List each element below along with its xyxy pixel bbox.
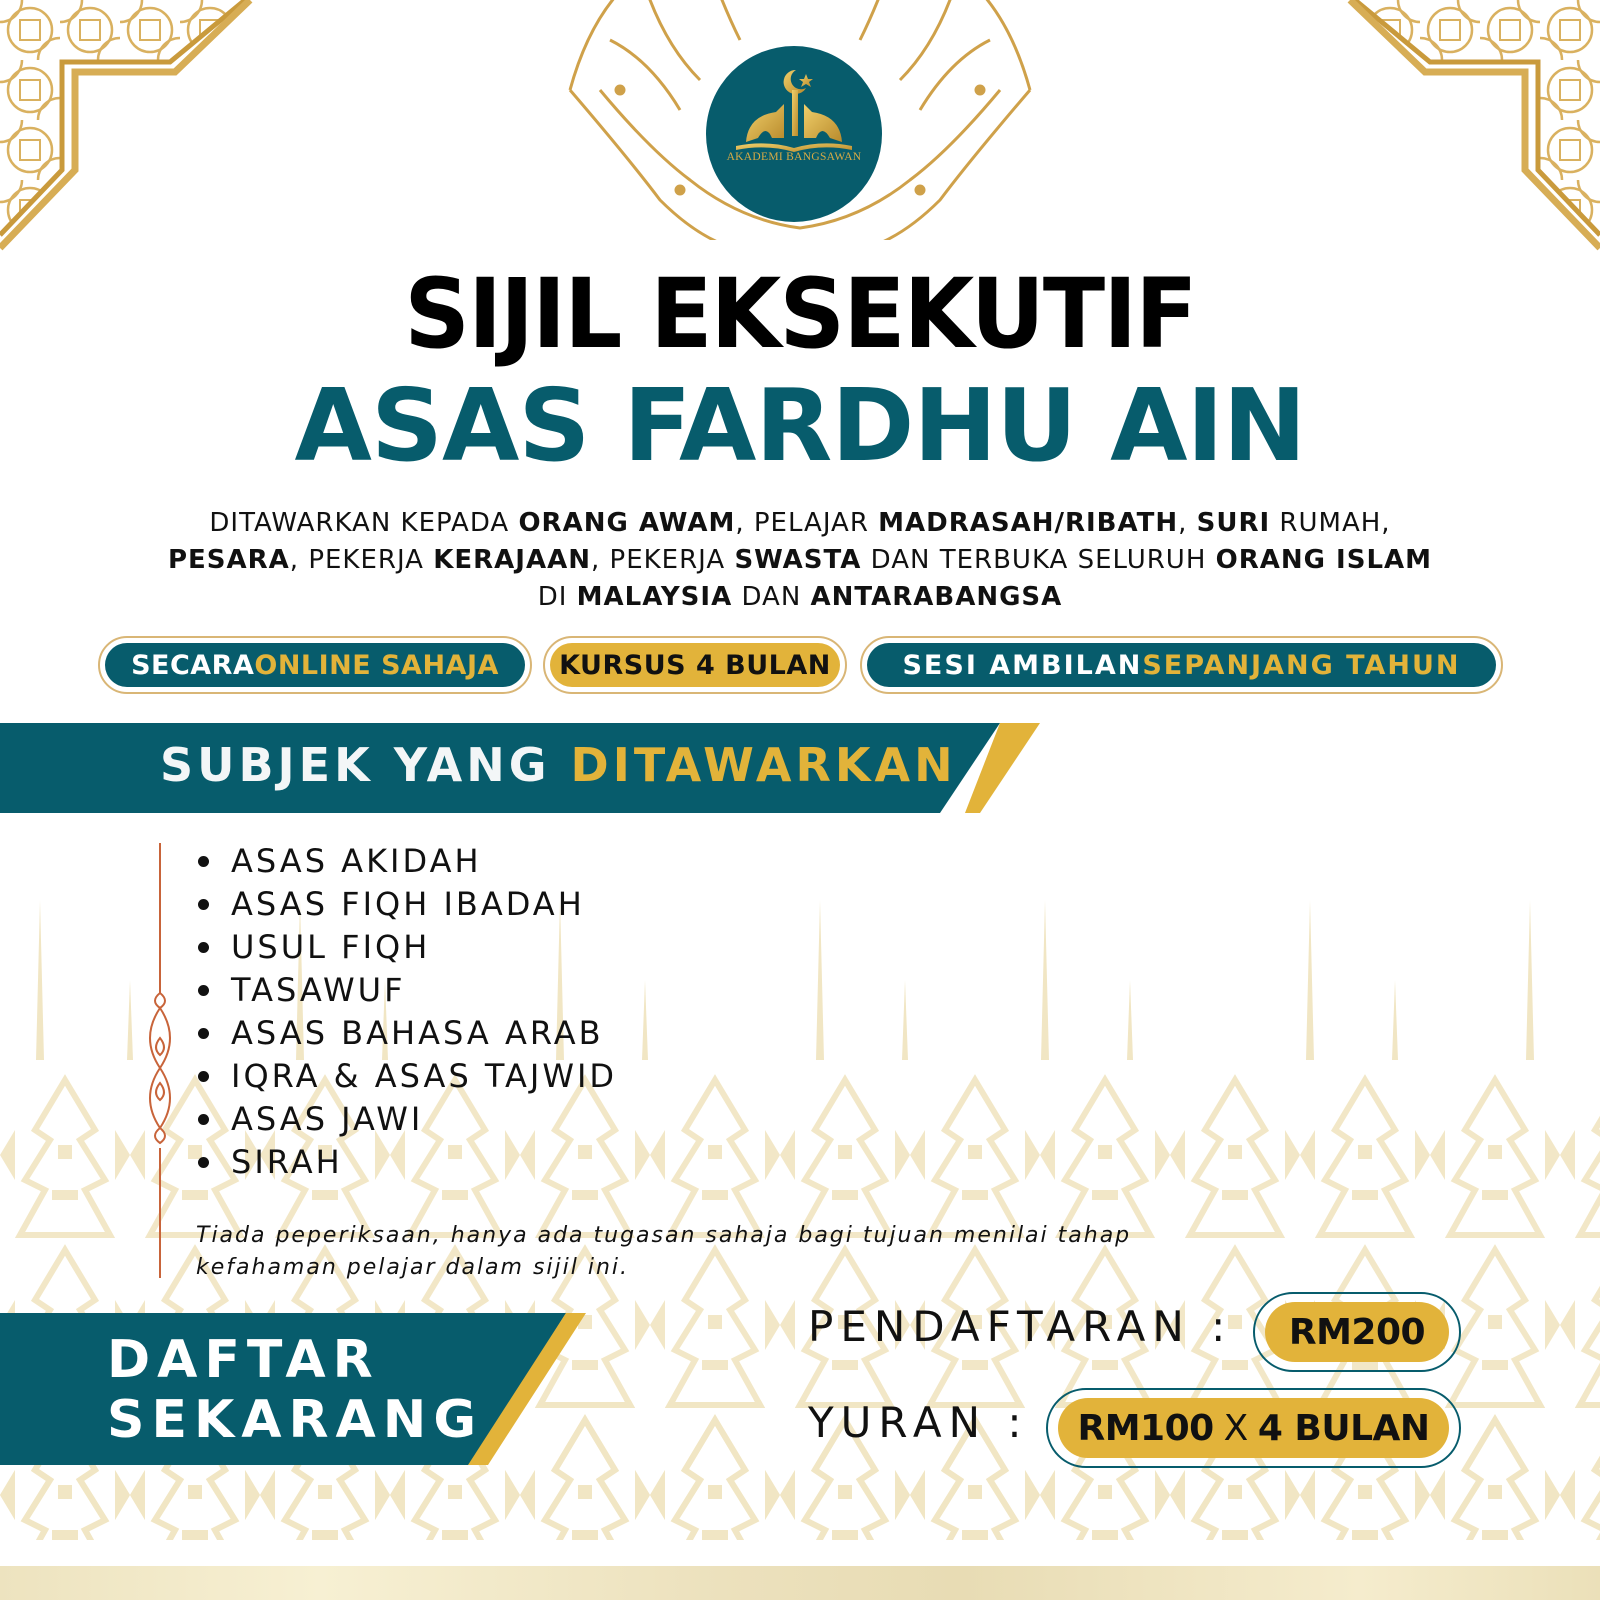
- registration-fee-value: RM200: [1288, 1311, 1426, 1353]
- list-item: [190, 1141, 617, 1184]
- badge-intake: [860, 636, 1503, 694]
- subject-label: USUL FIQH: [231, 928, 431, 966]
- subjects-heading: [160, 735, 957, 795]
- assessment-note: Tiada peperiksaan, hanya ada tugasan sahaja bagi tujuan menilai tahap kefahaman pelajar dalam sijil ini.: [196, 1223, 1132, 1280]
- register-now-text[interactable]: [107, 1330, 483, 1450]
- tuition-amount: RM100: [1077, 1407, 1214, 1449]
- heading-highlight: DITAWARKAN: [570, 738, 957, 792]
- cta-line-2: SEKARANG: [107, 1390, 483, 1450]
- bullet-icon: [198, 1114, 209, 1125]
- desc-bold: MALAYSIA: [576, 582, 733, 612]
- subject-label: ASAS FIQH IBADAH: [231, 885, 585, 923]
- desc-text: DI: [537, 582, 577, 612]
- corner-ornament-right: [1300, 0, 1600, 260]
- badge-text: SECARA: [131, 649, 255, 681]
- list-item: [190, 926, 617, 969]
- heading-text: SUBJEK YANG: [160, 738, 571, 792]
- list-item: [190, 840, 617, 883]
- bullet-icon: [198, 1071, 209, 1082]
- desc-text: ,: [1178, 508, 1197, 538]
- multiply-sign: X: [1223, 1407, 1248, 1449]
- desc-bold: SWASTA: [734, 545, 862, 575]
- cta-line-1: DAFTAR: [107, 1330, 380, 1390]
- tuition-fee-badge: [1046, 1388, 1461, 1468]
- registration-fee-badge: [1253, 1292, 1461, 1372]
- bullet-icon: [198, 1157, 209, 1168]
- list-item: [190, 1012, 617, 1055]
- badge-online: [98, 636, 532, 694]
- badge-highlight: ONLINE SAHAJA: [254, 649, 499, 681]
- mosque-book-icon: [706, 46, 882, 222]
- bullet-icon: [198, 985, 209, 996]
- tuition-duration: 4 BULAN: [1257, 1407, 1430, 1449]
- desc-bold: KERAJAAN: [433, 545, 591, 575]
- subjects-list: [190, 840, 617, 1184]
- desc-bold: ORANG AWAM: [518, 508, 736, 538]
- bullet-icon: [198, 899, 209, 910]
- badge-text: KURSUS 4 BULAN: [559, 649, 831, 681]
- desc-text: DAN TERBUKA SELURUH: [861, 545, 1216, 575]
- vertical-ornament-divider: [140, 843, 180, 1278]
- logo-text: AKADEMI BANGSAWAN: [726, 151, 862, 163]
- subject-label: IQRA & ASAS TAJWID: [231, 1057, 618, 1095]
- badge-highlight: SEPANJANG TAHUN: [1142, 649, 1461, 681]
- bottom-gold-band: [0, 1566, 1600, 1600]
- badge-duration: [543, 636, 847, 694]
- desc-bold: PESARA: [167, 545, 290, 575]
- subject-label: ASAS BAHASA ARAB: [231, 1014, 604, 1052]
- desc-text: RUMAH,: [1270, 508, 1391, 538]
- desc-text: DAN: [732, 582, 811, 612]
- badge-text: SESI AMBILAN: [902, 649, 1143, 681]
- title-line-1: SIJIL EKSEKUTIF: [404, 258, 1196, 370]
- desc-bold: SURI: [1196, 508, 1271, 538]
- tuition-fee-label: YURAN :: [808, 1398, 1029, 1447]
- corner-ornament-left: [0, 0, 300, 260]
- subject-label: ASAS AKIDAH: [231, 842, 482, 880]
- akademi-bangsawan-logo: [706, 46, 882, 222]
- list-item: [190, 1098, 617, 1141]
- subject-label: SIRAH: [231, 1143, 343, 1181]
- bullet-icon: [198, 856, 209, 867]
- list-item: [190, 969, 617, 1012]
- audience-description: [150, 505, 1450, 616]
- registration-fee-label: PENDAFTARAN :: [808, 1302, 1233, 1351]
- bullet-icon: [198, 942, 209, 953]
- desc-text: , PEKERJA: [289, 545, 434, 575]
- desc-text: , PEKERJA: [590, 545, 735, 575]
- desc-bold: ANTARABANGSA: [810, 582, 1063, 612]
- desc-text: DITAWARKAN KEPADA: [209, 508, 519, 538]
- desc-text: , PELAJAR: [735, 508, 879, 538]
- subject-label: ASAS JAWI: [231, 1100, 424, 1138]
- bullet-icon: [198, 1028, 209, 1039]
- desc-bold: MADRASAH/RIBATH: [878, 508, 1179, 538]
- list-item: [190, 883, 617, 926]
- title-line-2: ASAS FARDHU AIN: [294, 367, 1306, 484]
- list-item: [190, 1055, 617, 1098]
- subject-label: TASAWUF: [231, 971, 406, 1009]
- desc-bold: ORANG ISLAM: [1215, 545, 1433, 575]
